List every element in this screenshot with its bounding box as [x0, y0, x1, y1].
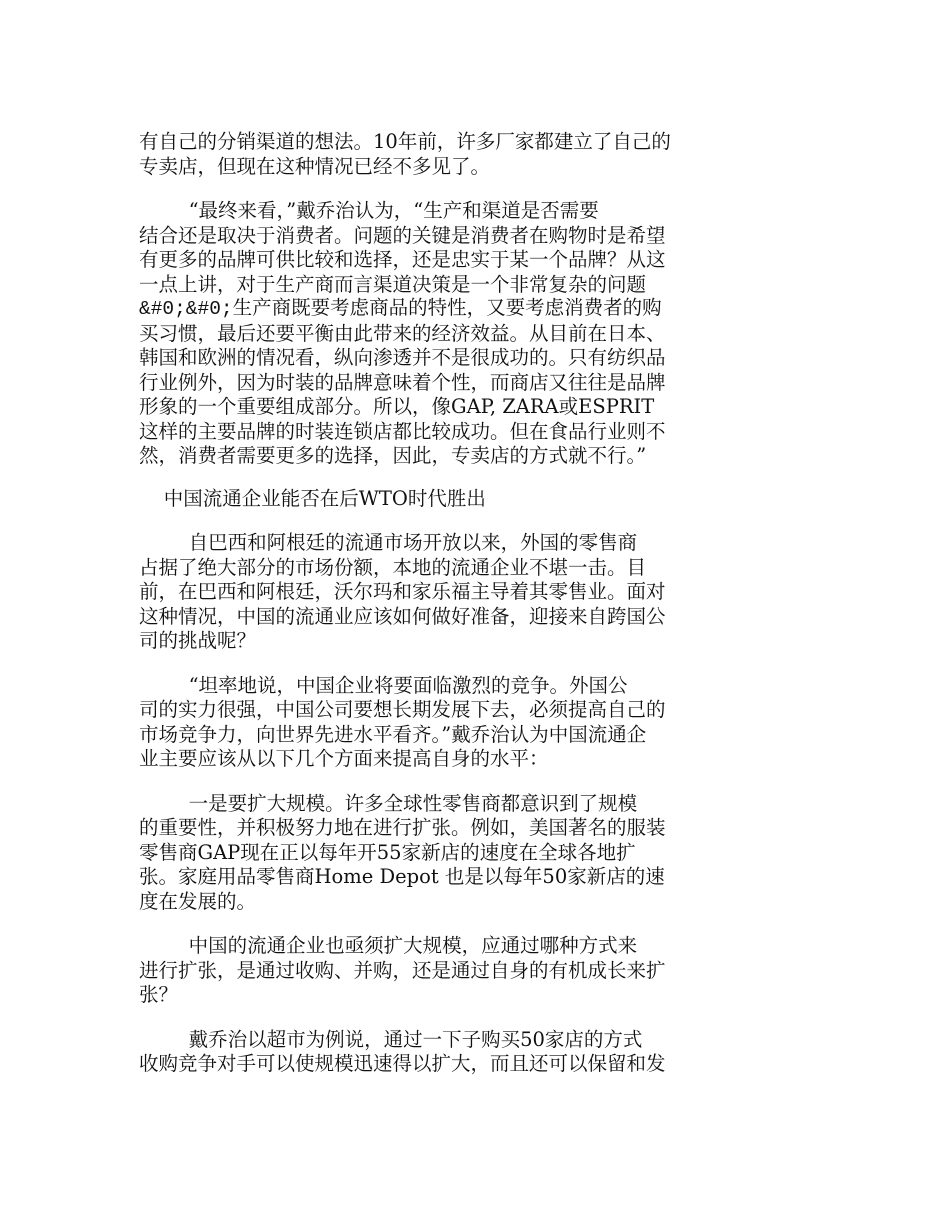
text-line: 戴乔治以超市为例说，通过一下子购买50家店的方式	[139, 1027, 643, 1051]
text-line: 行业例外，因为时装的品牌意味着个性，而商店又往往是品牌	[139, 370, 666, 394]
text-line: “坦率地说，中国企业将要面临激烈的竞争。外国公	[139, 673, 628, 697]
document-page	[139, 130, 749, 1077]
heading-line: 中国流通企业能否在后WTO时代胜出	[139, 486, 486, 510]
text-line: 一是要扩大规模。许多全球性零售商都意识到了规模	[139, 791, 638, 815]
text-line: “最终来看，”戴乔治认为，“生产和渠道是否需要	[139, 199, 599, 222]
text-line: 零售商GAP现在正以每年开55家新店的速度在全球各地扩	[139, 840, 636, 864]
paragraph-gap	[139, 914, 749, 934]
text-line: 买习惯，最后还要平衡由此带来的经济效益。从目前在日本、	[139, 321, 666, 345]
text-line: 形象的一个重要组成部分。所以，像GAP, ZARA或ESPRIT	[139, 395, 655, 418]
text-line: 这样的主要品牌的时装连锁店都比较成功。但在食品行业则不	[139, 419, 666, 443]
text-line: 专卖店，但现在这种情况已经不多见了。	[139, 154, 491, 178]
paragraph-gap	[139, 654, 749, 674]
text-line: 司的实力很强，中国公司要想长期发展下去，必须提高自己的	[139, 698, 666, 721]
text-line: 结合还是取决于消费者。问题的关键是消费者在购物时是希望	[139, 223, 666, 247]
text-line: 有自己的分销渠道的想法。10年前，许多厂家都建立了自己的	[139, 130, 671, 153]
text-line: 有更多的品牌可供比较和选择，还是忠实于某一个品牌？从这	[139, 248, 666, 271]
section-heading	[139, 487, 749, 512]
text-line: 中国的流通企业也亟须扩大规模，应通过哪种方式来	[139, 934, 638, 957]
text-line: 进行扩张，是通过收购、并购，还是通过自身的有机成长来扩	[139, 958, 666, 982]
paragraph-2	[139, 199, 749, 469]
text-line: 然，消费者需要更多的选择，因此，专卖店的方式就不行。”	[139, 444, 647, 467]
paragraph-gap	[139, 772, 749, 792]
text-line: 市场竞争力，向世界先进水平看齐。”戴乔治认为中国流通企	[139, 722, 647, 746]
text-line: 司的挑战呢？	[139, 629, 257, 652]
paragraph-6	[139, 934, 749, 1008]
text-line: 张。家庭用品零售商Home Depot 也是以每年50家新店的速	[139, 865, 665, 888]
paragraph-3	[139, 531, 749, 654]
text-line: 一点上讲，对于生产商而言渠道决策是一个非常复杂的问题	[139, 272, 647, 296]
text-line: 度在发展的。	[139, 889, 257, 913]
text-line: &#0;&#0;生产商既要考虑商品的特性，又要考虑消费者的购	[139, 298, 662, 320]
paragraph-gap	[139, 179, 749, 199]
text-line: 占据了绝大部分的市场份额，本地的流通企业不堪一击。目	[139, 555, 647, 579]
text-line: 前，在巴西和阿根廷，沃尔玛和家乐福主导着其零售业。面对	[139, 580, 666, 603]
text-line: 自巴西和阿根廷的流通市场开放以来，外国的零售商	[139, 531, 638, 554]
paragraph-4	[139, 674, 749, 772]
paragraph-7	[139, 1028, 749, 1077]
text-line: 的重要性，并积极努力地在进行扩张。例如，美国著名的服装	[139, 816, 666, 839]
paragraph-gap	[139, 511, 749, 531]
paragraph-1	[139, 130, 749, 179]
text-line: 业主要应该从以下几个方面来提高自身的水平：	[139, 747, 549, 770]
text-line: 韩国和欧洲的情况看，纵向渗透并不是很成功的。只有纺织品	[139, 346, 666, 369]
paragraph-gap	[139, 1008, 749, 1028]
paragraph-5	[139, 792, 749, 915]
paragraph-gap	[139, 469, 749, 487]
text-line: 这种情况，中国的流通业应该如何做好准备，迎接来自跨国公	[139, 604, 666, 628]
text-line: 收购竞争对手可以使规模迅速得以扩大，而且还可以保留和发	[139, 1052, 666, 1075]
text-line: 张？	[139, 983, 179, 1006]
